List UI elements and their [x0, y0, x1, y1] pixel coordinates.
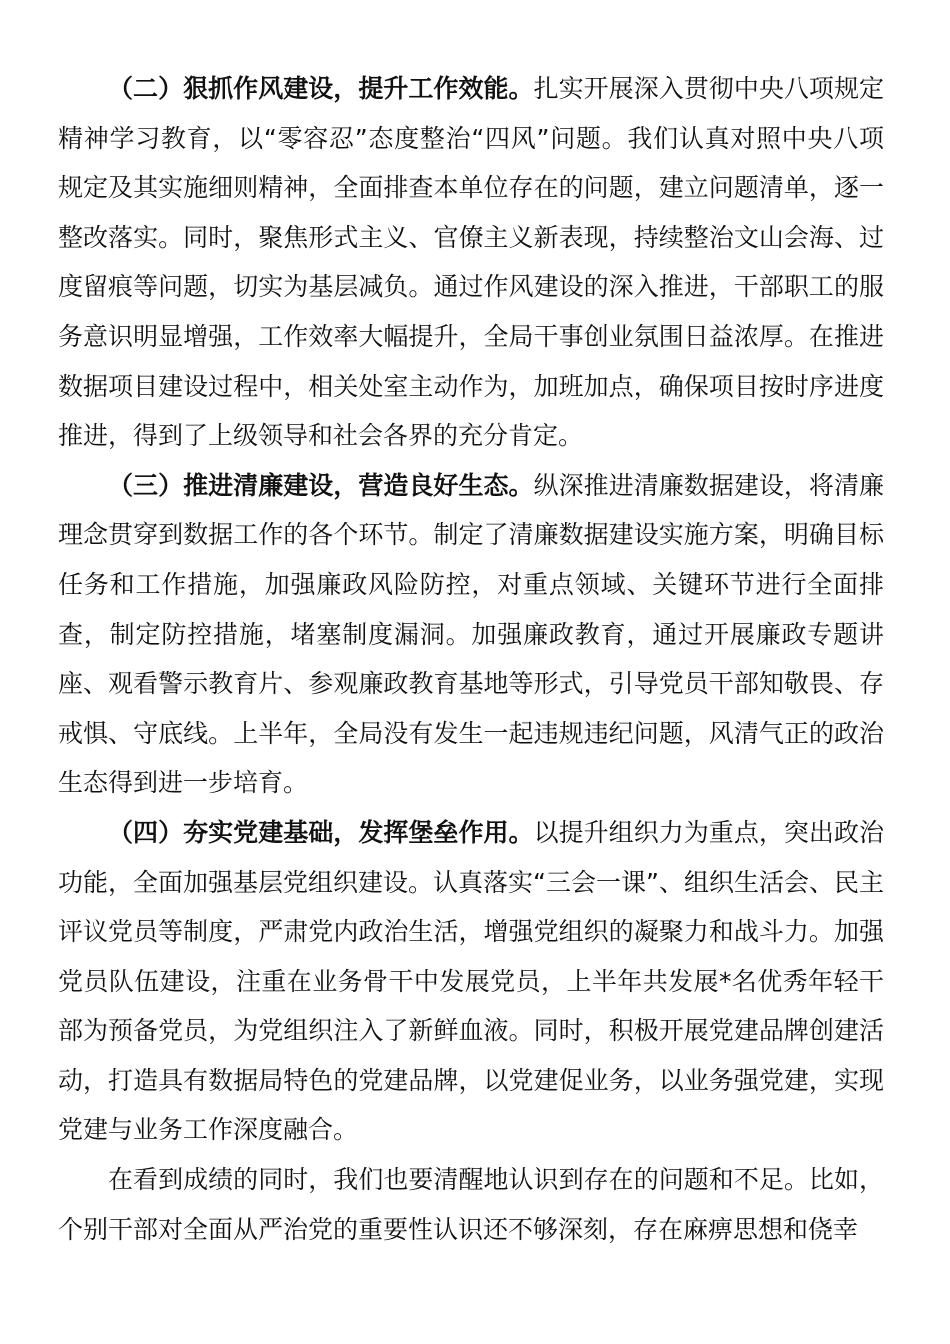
paragraph-integrity [58, 461, 884, 808]
document-body [58, 64, 884, 1254]
paragraph-problems [58, 1155, 884, 1254]
paragraph-heading: （三）推进清廉建设，营造良好生态。 [108, 470, 534, 500]
paragraph-text: 在看到成绩的同时，我们也要清醒地认识到存在的问题和不足。比如，个别干部对全面从严治党的重要性认识还不够深刻，存在麻痹思想和侥幸 [58, 1165, 884, 1244]
paragraph-heading: （四）夯实党建基础，发挥堡垒作用。 [108, 817, 534, 847]
paragraph-text: 扎实开展深入贯彻中央八项规定精神学习教育，以“零容忍”态度整治“四风”问题。我们认真对照中央八项规定及其实施细则精神，全面排查本单位存在的问题，建立问题清单，逐一整改落实。同时，聚焦形式主义、官僚主义新表现，持续整治文山会海、过度留痕等问题，切实为基层减负。通过作风建设的深入推进，干部职工的服务意识明显增强，工作效率大幅提升，全局干事创业氛围日益浓厚。在推进数据项目建设过程中，相关处室主动作为，加班加点，确保项目按时序进度推进，得到了上级领导和社会各界的充分肯定。 [58, 74, 884, 451]
paragraph-heading: （二）狠抓作风建设，提升工作效能。 [108, 74, 534, 103]
paragraph-party-building [58, 808, 884, 1155]
paragraph-work-style [58, 64, 884, 461]
paragraph-text: 纵深推进清廉数据建设，将清廉理念贯穿到数据工作的各个环节。制定了清廉数据建设实施方案，明确目标任务和工作措施，加强廉政风险防控，对重点领域、关键环节进行全面排查，制定防控措施，堵塞制度漏洞。加强廉政教育，通过开展廉政专题讲座、观看警示教育片、参观廉政教育基地等形式，引导党员干部知敬畏、存戒惧、守底线。上半年，全局没有发生一起违规违纪问题，风清气正的政治生态得到进一步培育。 [58, 470, 884, 798]
paragraph-text: 以提升组织力为重点，突出政治功能，全面加强基层党组织建设。认真落实“三会一课”、组织生活会、民主评议党员等制度，严肃党内政治生活，增强党组织的凝聚力和战斗力。加强党员队伍建设，注重在业务骨干中发展党员，上半年共发展*名优秀年轻干部为预备党员，为党组织注入了新鲜血液。同时，积极开展党建品牌创建活动，打造具有数据局特色的党建品牌，以党建促业务，以业务强党建，实现党建与业务工作深度融合。 [58, 817, 884, 1145]
